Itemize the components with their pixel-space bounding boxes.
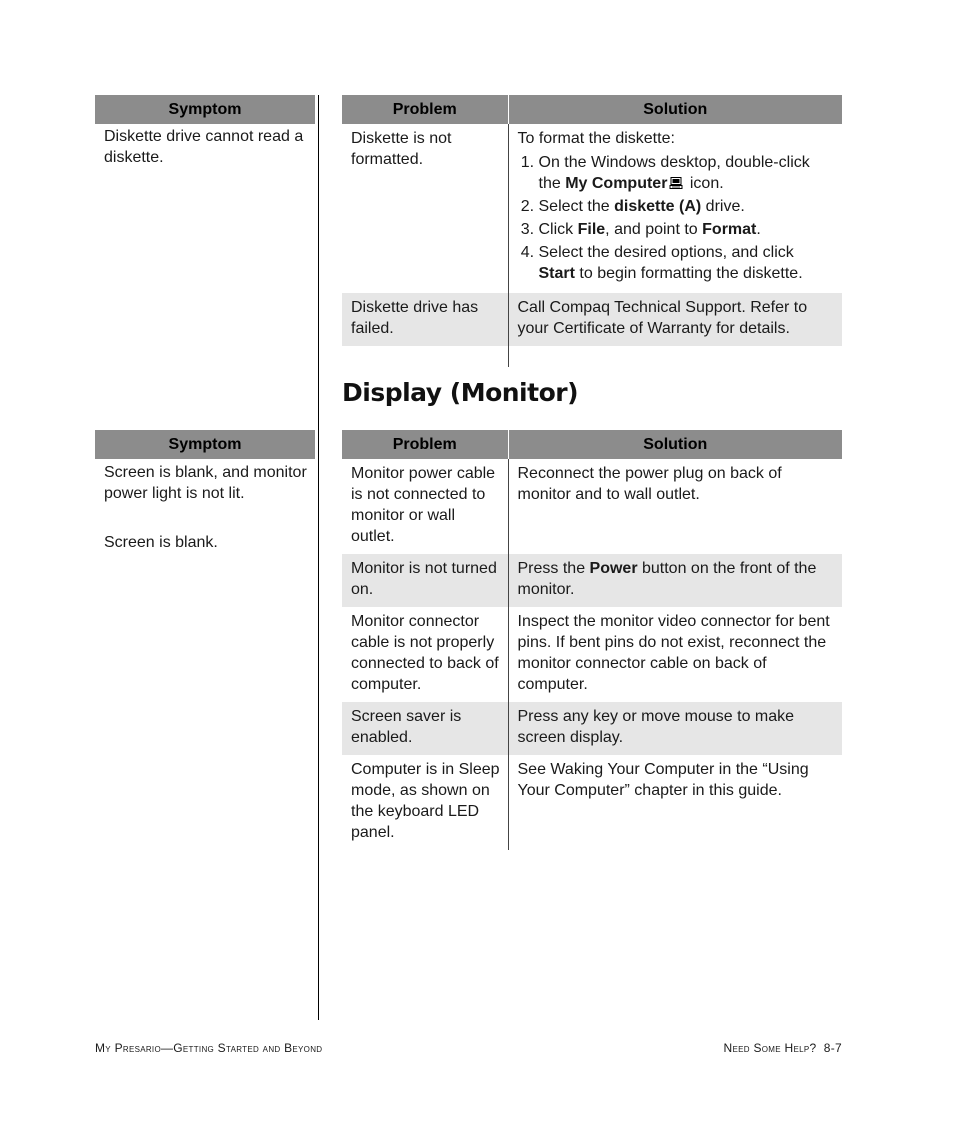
problem-cell: Diskette is not formatted. [342,124,508,293]
solution-cell: Press any key or move mouse to make screen display. [508,702,842,755]
problem-cell: Screen saver is enabled. [342,702,508,755]
table-row [342,293,842,346]
table-row [342,124,842,293]
symptom-header-display: Symptom [95,430,315,459]
step-text: icon. [685,175,724,192]
problem-header: Problem [342,95,508,124]
solution-text: button on the front of the monitor. [517,560,817,598]
solution-cell: Inspect the monitor video connector for bent pins. If bent pins do not exist, reconnect the monitor connector cable on back of computer. [517,613,830,693]
list-item [539,152,835,194]
step-bold: Start [538,265,575,282]
list-item [539,219,835,240]
display-troubleshooting-table [342,430,842,850]
step-text: to begin formatting the diskette. [574,265,803,282]
step-bold: File [577,221,606,238]
symptom-blank: Screen is blank. [104,534,218,551]
section-title: Display (Monitor) [342,378,578,407]
solution-text: Press the [517,560,590,577]
table-row [342,755,842,850]
step-bold: diskette (A) [614,198,702,215]
step-text: drive. [701,198,745,215]
format-steps-list [518,152,835,284]
solution-cell: Call Compaq Technical Support. Refer to your Certificate of Warranty for details. [508,293,842,346]
step-bold: Format [702,221,757,238]
step-text: Click [538,221,578,238]
my-computer-icon [669,177,683,189]
column-divider-rule [318,95,319,1020]
solution-header: Solution [508,95,842,124]
problem-cell: Monitor is not turned on. [342,554,508,607]
problem-cell: Monitor connector cable is not properly connected to back of computer. [342,607,508,702]
solution-cell [508,554,842,607]
footer-page-number: Need Some Help? 8-7 [723,1041,842,1055]
problem-header: Problem [342,430,508,459]
symptom-diskette: Diskette drive cannot read a diskette. [104,128,304,166]
list-item [539,196,835,217]
table-row [342,702,842,755]
problem-cell: Monitor power cable is not connected to monitor or wall outlet. [342,459,508,554]
step-text: . [756,221,761,238]
symptom-blank-no-power-light: Screen is blank, and monitor power light is not lit. [104,464,307,502]
step-text: , and point to [605,221,703,238]
problem-cell: Computer is in Sleep mode, as shown on the keyboard LED panel. [342,755,508,850]
solution-cell: Reconnect the power plug on back of monitor and to wall outlet. [517,465,782,503]
spacer-cell [508,346,842,367]
table-row [342,459,842,554]
problem-cell: Diskette drive has failed. [342,293,508,346]
diskette-troubleshooting-table [342,95,842,367]
spacer-cell [342,346,508,367]
table-row [342,554,842,607]
step-text: Select the [538,198,615,215]
step-bold: My Computer [565,175,668,192]
table-row [342,607,842,702]
step-text: On the Windows desktop, double-click the [538,154,810,192]
footer-book-title: My Presario—Getting Started and Beyond [95,1041,323,1055]
solution-cell: See Waking Your Computer in the “Using Your Computer” chapter in this guide. [517,761,809,799]
solution-bold: Power [589,560,638,577]
solution-cell [508,124,842,293]
list-item [539,242,835,284]
symptom-header-diskette: Symptom [95,95,315,124]
table-spacer-row [342,346,842,367]
step-text: Select the desired options, and click [538,244,794,261]
solution-header: Solution [508,430,842,459]
solution-intro: To format the diskette: [517,130,675,147]
